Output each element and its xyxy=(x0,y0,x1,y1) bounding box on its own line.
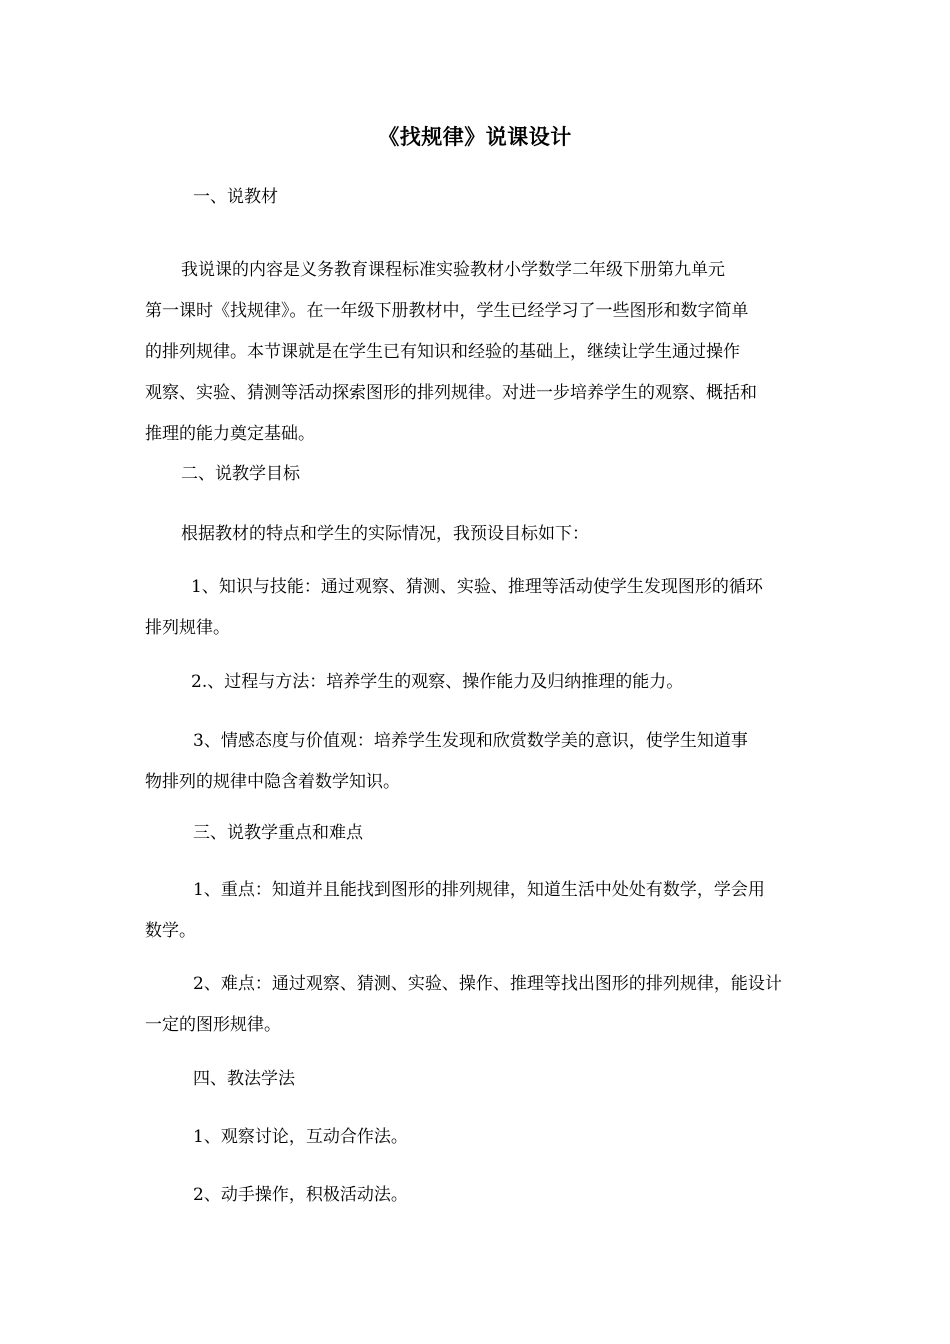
text-line: 物排列的规律中隐含着数学知识。 xyxy=(145,772,400,792)
text-line: 2、动手操作，积极活动法。 xyxy=(193,1185,408,1205)
text-line: 排列规律。 xyxy=(145,618,230,638)
paragraph xyxy=(145,721,810,803)
text-line: 第一课时《找规律》。在一年级下册教材中，学生已经学习了一些图形和数字简单 xyxy=(145,301,749,321)
paragraph xyxy=(145,662,810,703)
text-line: 根据教材的特点和学生的实际情况，我预设目标如下： xyxy=(181,524,589,544)
paragraph xyxy=(145,870,810,952)
section-heading xyxy=(145,813,810,854)
text-line: 2、难点：通过观察、猜测、实验、操作、推理等找出图形的排列规律，能设计 xyxy=(193,974,782,994)
text-line: 1、观察讨论，互动合作法。 xyxy=(193,1127,408,1147)
paragraph xyxy=(145,1117,810,1158)
heading-text: 四、教法学法 xyxy=(193,1069,295,1089)
text-line: 的排列规律。本节课就是在学生已有知识和经验的基础上，继续让学生通过操作 xyxy=(145,342,740,362)
heading-text: 二、说教学目标 xyxy=(181,464,300,484)
text-line: 1、知识与技能：通过观察、猜测、实验、推理等活动使学生发现图形的循环 xyxy=(191,577,763,597)
section-heading xyxy=(145,177,810,218)
section-heading xyxy=(145,454,810,495)
text-line: 3、情感态度与价值观：培养学生发现和欣赏数学美的意识，使学生知道事 xyxy=(193,731,748,751)
paragraph xyxy=(145,964,810,1046)
text-line: 一定的图形规律。 xyxy=(145,1015,281,1035)
paragraph xyxy=(145,514,810,555)
paragraph xyxy=(145,250,810,455)
section-heading xyxy=(145,1059,810,1100)
text-line: 观察、实验、猜测等活动探索图形的排列规律。对进一步培养学生的观察、概括和 xyxy=(145,383,757,403)
text-line: 1、重点：知道并且能找到图形的排列规律，知道生活中处处有数学，学会用 xyxy=(193,880,765,900)
text-line: 推理的能力奠定基础。 xyxy=(145,424,315,444)
paragraph xyxy=(145,1175,810,1216)
text-line: 2.、过程与方法：培养学生的观察、操作能力及归纳推理的能力。 xyxy=(191,672,684,692)
paragraph xyxy=(145,567,810,649)
heading-text: 一、说教材 xyxy=(193,187,278,207)
text-line: 数学。 xyxy=(145,921,196,941)
document-title: 《找规律》说课设计 xyxy=(378,124,572,149)
text-line: 我说课的内容是义务教育课程标准实验教材小学数学二年级下册第九单元 xyxy=(181,260,725,280)
heading-text: 三、说教学重点和难点 xyxy=(193,823,363,843)
